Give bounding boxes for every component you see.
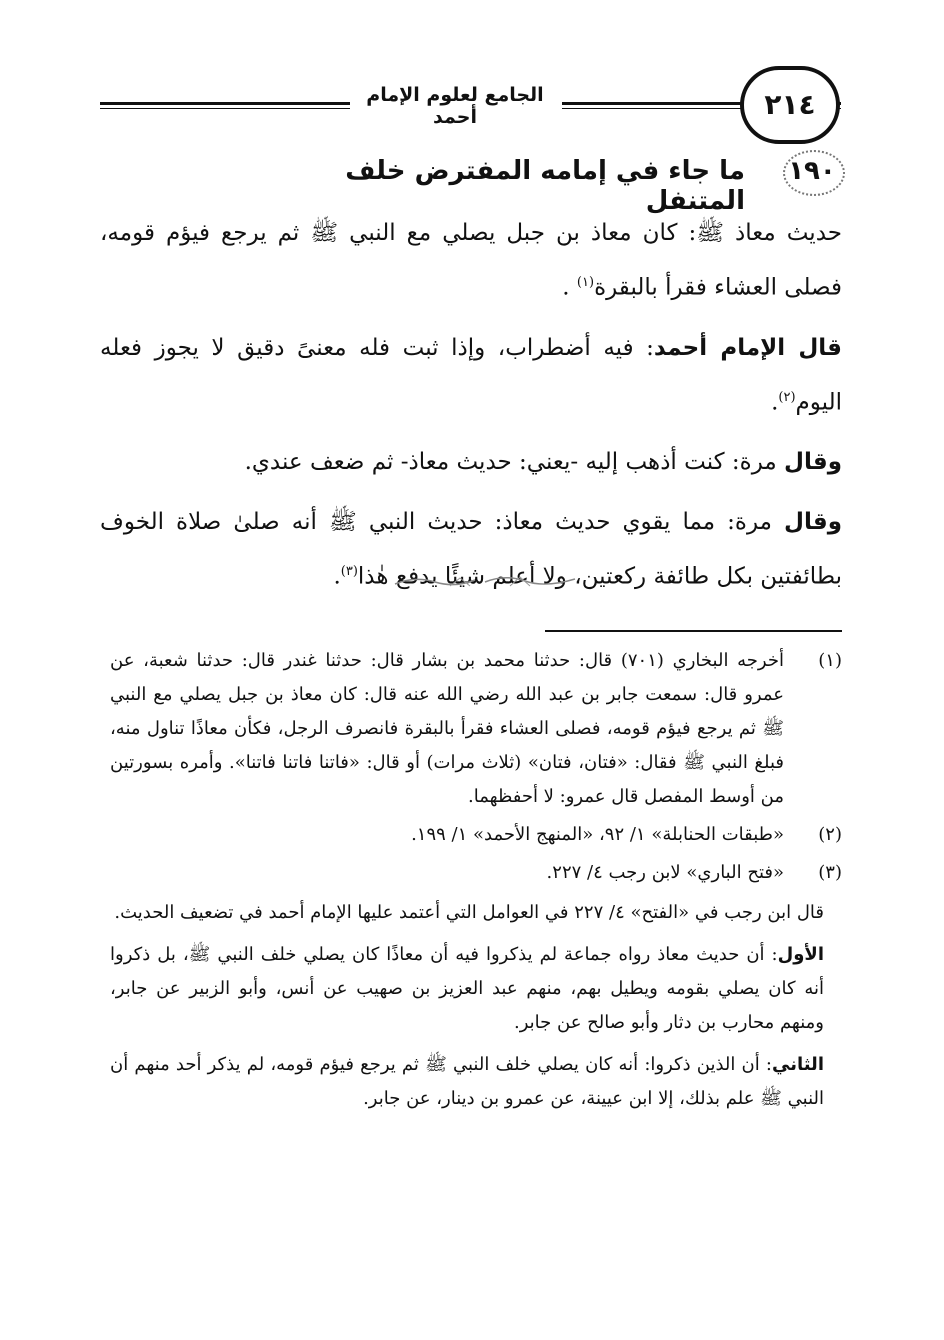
footnote-text: «فتح الباري» لابن رجب ٤/ ٢٢٧. — [546, 862, 784, 883]
paragraph-text: : فيه أضطراب، وإذا ثبت فله معنىً دقيق لا يجوز فعله اليوم — [100, 334, 842, 416]
main-paragraph — [100, 208, 842, 313]
paragraph-text: حديث معاذ ﷺ: كان معاذ بن جبل يصلي مع النبي ﷺ ثم يرجع فيؤم قومه، فصلى العشاء فقرأ بالبقرة — [100, 220, 842, 301]
chapter-title: ما جاء في إمامه المفترض خلف المتنفل — [345, 156, 745, 216]
footnote-ref: (٣) — [340, 564, 358, 580]
footnote — [110, 644, 842, 814]
footnote-text: أخرجه البخاري (٧٠١) قال: حدثنا محمد بن بشار قال: حدثنا غندر قال: حدثنا شعبة، عن عمرو قال: سمعت جابر بن عبد الله رضي الله عنه قال: كان معاذ بن جبل يصلي مع النبي ﷺ ثم يرجع فيؤم قومه، فصلى العشاء فقرأ بالبقرة فانصرف الرجل، فكأن معاذًا تناول منه، فبلغ النبي ﷺ فقال: «فتان، فتان» (ثلاث مرات) أو قال: «فاتنا فاتنا فاتنا». وأمره بسورتين من أوسط المفصل قال عمرو: لا أحفظهما. — [110, 650, 784, 807]
chapter-number-badge — [779, 148, 845, 196]
footnote-note: قال ابن رجب في «الفتح» ٤/ ٢٢٧ في العوامل التي أعتمد عليها الإمام أحمد في تضعيف الحديث. — [114, 902, 824, 923]
note-lead: الأول — [777, 944, 824, 965]
footnote-ref: (٢) — [778, 389, 796, 405]
paragraph-text: مرة: كنت أذهب إليه -يعني: حديث معاذ- ثم ضعف عندي. — [244, 449, 785, 476]
footnote-commentary — [110, 896, 842, 1116]
footnote-number: (٣) — [818, 862, 842, 883]
note-lead: الثاني — [771, 1054, 824, 1075]
page-header — [100, 66, 840, 138]
page-number: ٢١٤ — [740, 66, 840, 144]
chapter-number: ١٩٠ — [788, 156, 836, 186]
paragraph-end: . — [333, 563, 341, 590]
footnote-note — [110, 1048, 824, 1116]
footnote-number: (٢) — [818, 824, 842, 845]
header-rule-left — [100, 102, 350, 109]
footnotes — [110, 644, 842, 1124]
note-text: : أن الذين ذكروا: أنه كان يصلي خلف النبي ﷺ ثم يرجع فيؤم قومه، لم يذكر أحد منهم أن النبي ﷺ علم بذلك، إلا ابن عيينة، عن عمرو بن دينار، عن جابر. — [110, 1054, 824, 1109]
footnote-separator — [545, 630, 842, 632]
footnote-note — [110, 938, 824, 1040]
speaker-lead: وقال — [784, 509, 842, 536]
footnote-number: (١) — [818, 650, 842, 671]
main-paragraph — [100, 323, 842, 428]
speaker-lead: وقال — [784, 449, 842, 476]
footnote-text: «طبقات الحنابلة» ١/ ٩٢، «المنهج الأحمد» ١/ ١٩٩. — [411, 824, 784, 845]
paragraph-end: . — [771, 389, 779, 416]
note-text: : أن حديث معاذ رواه جماعة لم يذكروا فيه أن معاذًا كان يصلي خلف النبي ﷺ، بل ذكروا أنه كان يصلي بقومه ويطيل بهم، منهم عبد العزيز بن صهيب عن أنس، وأبو الزبير عن جابر، ومنهم محارب بن دثار وأبو صالح عن جابر. — [110, 944, 824, 1033]
paragraph-end: . — [562, 274, 577, 301]
footnote-ref: (١) — [576, 275, 595, 290]
main-paragraph — [100, 437, 842, 487]
section-divider-ornament-icon — [390, 568, 580, 594]
footnote — [110, 818, 842, 852]
footnote — [110, 856, 842, 890]
speaker-lead: قال الإمام أحمد — [653, 334, 842, 361]
paragraph-text: مرة: مما يقوي حديث معاذ: حديث النبي ﷺ أنه صلىٰ صلاة الخوف بطائفتين بكل طائفة ركعتين، ولا أعلم شيئًا يدفع هٰذا — [100, 509, 842, 590]
main-text — [100, 208, 842, 612]
running-title: الجامع لعلوم الإمام أحمد — [366, 84, 544, 128]
chapter-heading — [270, 148, 845, 216]
